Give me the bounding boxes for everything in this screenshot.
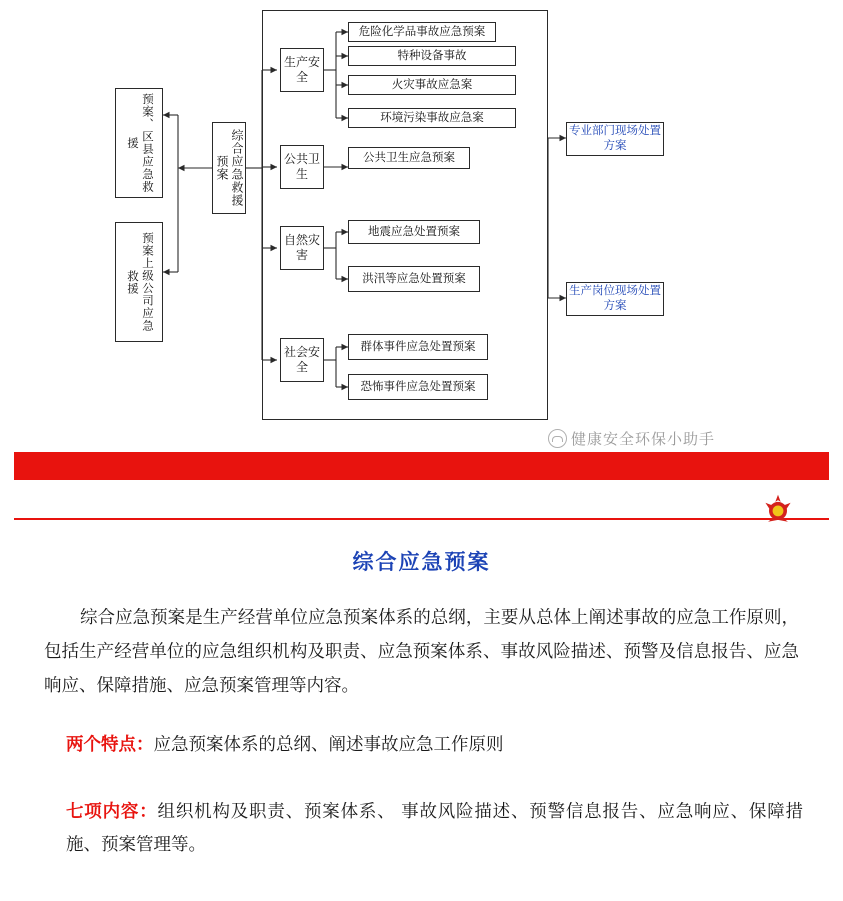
category-node-production-safety: 生产安全 xyxy=(280,48,324,92)
watermark xyxy=(548,428,715,449)
red-divider-line xyxy=(14,518,829,520)
category-node-social-security: 社会安全 xyxy=(280,338,324,382)
left-node-county-plan: 预案、区县应急救援 xyxy=(115,88,163,198)
red-banner xyxy=(14,452,829,480)
highlight-text-contents: 组织机构及职责、预案体系、 事故风险描述、预警信息报告、应急响应、保障措施、预案管理等。 xyxy=(66,801,804,854)
highlight-row-features xyxy=(66,728,799,761)
article-body xyxy=(0,528,843,901)
watermark-text: 健康安全环保小助手 xyxy=(571,431,716,448)
right-node-professional-department: 专业部门现场处置方案 xyxy=(566,122,664,156)
article-paragraph: 综合应急预案是生产经营单位应急预案体系的总纲，主要从总体上阐述事故的应急工作原则，包括生产经营单位的应急组织机构及职责、应急预案体系、事故风险描述、预警及信息报告、应急响应、保障措施、应急预案管理等内容。 xyxy=(44,607,799,695)
highlight-label-contents: 七项内容： xyxy=(66,801,158,821)
leaf-hazardous-chemicals: 危险化学品事故应急预案 xyxy=(348,22,496,42)
category-node-natural-disaster: 自然灾害 xyxy=(280,226,324,270)
seal-emblem-icon xyxy=(760,492,796,528)
category-node-public-health: 公共卫生 xyxy=(280,145,324,189)
leaf-fire-accident: 火灾事故应急案 xyxy=(348,75,516,95)
wechat-icon xyxy=(548,429,567,448)
highlight-label-features: 两个特点： xyxy=(66,734,154,754)
highlight-row-contents xyxy=(66,795,803,861)
leaf-public-health-plan: 公共卫生应急预案 xyxy=(348,147,470,169)
leaf-terror-incident-plan: 恐怖事件应急处置预案 xyxy=(348,374,488,400)
center-node-comprehensive-plan: 综合应急救援预案 xyxy=(212,122,246,214)
leaf-special-equipment: 特种设备事故 xyxy=(348,46,516,66)
leaf-mass-incident-plan: 群体事件应急处置预案 xyxy=(348,334,488,360)
leaf-flood-plan: 洪汛等应急处置预案 xyxy=(348,266,480,292)
leaf-earthquake-plan: 地震应急处置预案 xyxy=(348,220,480,244)
leaf-environment-pollution: 环境污染事故应急案 xyxy=(348,108,516,128)
page-title: 综合应急预案 xyxy=(352,551,491,574)
highlight-text-features: 应急预案体系的总纲、阐述事故应急工作原则 xyxy=(153,734,504,754)
right-node-production-post: 生产岗位现场处置方案 xyxy=(566,282,664,316)
left-node-parent-company-plan: 预案上级公司应急救援 xyxy=(115,222,163,342)
